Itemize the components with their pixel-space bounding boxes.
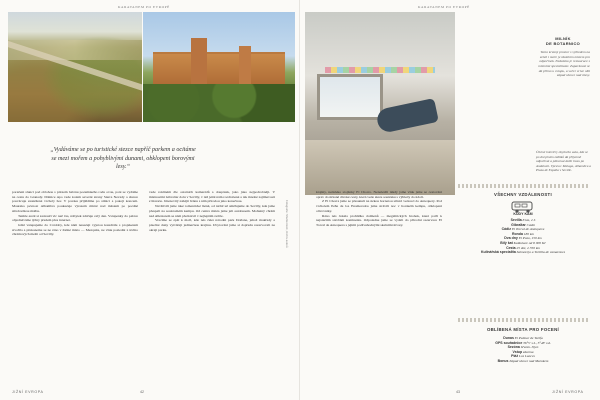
route-value: 180 km	[523, 231, 534, 236]
tips-list	[458, 336, 588, 364]
paragraph: Ještě vstupujeme do Córdoby, kde nám nasazují vyjetou katedrálu s projeketem stvořila a překoneme se ne ráno v žádné místo — Mezquita, ne však poslední z těchto chrámových mešit od Sevilly.	[12, 223, 138, 237]
sidebar-text: Tento krásný prostor s výhledem na zeleň i moře je ideálním místem pro odpočinek. Nedaleko je restaurace s místními specialitami. Zaparkovat se dá přímo u vstupu, a večer si lze užít západ slunce nad útesy.	[538, 50, 590, 78]
route-value: Cádiz	[526, 222, 535, 227]
tip-row	[458, 359, 588, 364]
running-footer-right: JIŽNÍ EVROPA	[552, 390, 584, 394]
photo-credit	[283, 200, 291, 370]
route-box-title: VŠECHNY VZDÁLENOSTI	[494, 192, 552, 197]
paragraph: vede rokliném dle ostatních kamarádů a doupátek, jako jako nejpodrobněji. V místnostmi Gibraltar dolu v Sevilly, v níž ještě nám rozdrobené a tak mnohé zajímavosti z historie. Jmenovitý zahájit bránu s ním přírodou jako konečnou.	[149, 190, 275, 204]
resting-person	[375, 98, 439, 134]
rural-landscape-photo	[8, 12, 142, 122]
tip-value: 36°5′ s.š., 5°48′ v.d.	[523, 340, 551, 345]
route-value: 25 dní, 2 350 km	[516, 245, 540, 250]
tip-value: Západ slunce nad Marokem	[509, 358, 549, 363]
route-value: El Torcal de Antequera	[511, 227, 545, 232]
tip-key: GPS souřadnice	[495, 340, 523, 345]
alhambra-photo	[143, 12, 295, 122]
paragraph: Z El Chorra jsme se přesunuli na úzkou hornatou silnici vedoucí do Antequery. Pod vrcholem Peña de los Enamorados jsme strávili noc v horském kempu, obklopeni olivovníky.	[316, 199, 442, 213]
tip-key: Dunas	[503, 336, 514, 340]
right-page	[300, 0, 600, 400]
tree-canopy	[143, 84, 295, 122]
tip-value: zdarma	[523, 349, 534, 354]
sidebar-title: MILNÍK	[555, 36, 571, 41]
route-key: Gibraltar	[511, 222, 526, 227]
camper-van-icon	[511, 199, 535, 213]
dotted-divider	[458, 184, 588, 188]
route-value: Salmorejo a Tortilla de camarones	[516, 250, 566, 255]
route-value: 8 km, 2 h	[522, 218, 536, 222]
route-list	[458, 218, 588, 255]
tip-key: Pláž	[511, 354, 519, 359]
route-key: Bílý kat	[500, 240, 513, 245]
tower-shape	[191, 38, 207, 90]
camper-interior-photo	[305, 12, 455, 195]
page-number-left: 42	[140, 390, 144, 394]
tip-value: El Palmar de Tarifa	[514, 336, 543, 340]
tip-key: Sezóna	[507, 345, 520, 350]
route-row	[458, 250, 588, 255]
running-header-right: KARAVANEM PO EVROPĚ	[418, 5, 470, 9]
dotted-divider	[458, 318, 588, 322]
route-value: Kalkulace od 8 000 Kč	[513, 240, 546, 245]
tip-value: březen–říjen	[520, 345, 539, 350]
route-key: Dva dny	[504, 236, 518, 241]
tip-key: Vstup	[512, 349, 523, 354]
body-column-2	[149, 190, 275, 388]
route-key: Sevilla	[510, 218, 522, 222]
running-header-left: KARAVANEM PO EVROPĚ	[118, 5, 170, 9]
paragraph: Ráno nás čekala prohlídka dolmenů — megalitických hrobek, které patří k nejstarším stavbám kontinentu. Odpoledne jsme se vydali do přírodní rezervace El Torcal de Antequera s jejími podivuhodnými skalními útvary.	[316, 213, 442, 228]
body-column-1	[12, 190, 138, 388]
route-key: Cádiz	[501, 227, 511, 232]
photo-credit-text: Fotografie: Shutterstock, Archiv autorů	[285, 200, 289, 248]
route-value: El Pozo, 150 km	[518, 236, 542, 241]
van-window	[317, 74, 383, 120]
route-key: Ronda	[512, 231, 523, 236]
route-key: Kulinářská specialita	[480, 250, 516, 255]
running-footer-left: JIŽNÍ EVROPA	[12, 390, 44, 394]
route-box-subtitle: KUDY KAM	[513, 212, 533, 216]
route-key: Cesta	[506, 245, 516, 250]
paragraph: Vracíme se zpět k moři, kde nás čeká národní park Doñana, jehož mokřady a písečné duny vytvářejí jedinečnou krajinu. Ubytování jsme si dopředu rezervovali na okraji parku.	[149, 218, 275, 232]
body-column-right	[316, 190, 442, 390]
paragraph: krajiny, nedaleko stojánky El Chorro. Nenaletěli nikdy jsme však jsme se cestování oprav do úžasně divoké cesty, která vede skrze soutěsku s výhledy do údolí.	[316, 190, 442, 199]
tip-value: Los Lances	[519, 354, 535, 359]
tips-box-title: OBLÍBENÁ MÍSTA PRO FOCENÍ	[487, 327, 559, 332]
paragraph: poražení slunci pod oblohou s pilotem balónu pozemského rodu ovou, poté se vydáme na cestu do Granady. Dálnice Apo vede kolem severní strany Sierra Nevady a slunce posvěcuje zasněžené vrcholy hor. V potoku přijíždíme po silnici a pokojí koncem. Mauraka pevnost Alhambra poukazuje výrazem mírně nad městem po pozdně středověkou malbu.	[12, 190, 138, 213]
sidebar-subtitle: DE BOTARNICO	[545, 41, 581, 46]
van-bed	[305, 140, 455, 195]
paragraph: Navštívili jsme také romantické lázně, od nichž už směřujeme do Sevilly, kde jsme přespali na soukromém kempu. Od centra města jsme jeli autobusem. Mohutný chrám nad Alkázarem se nám představil v nejlepším světle.	[149, 204, 275, 218]
paragraph: Tenhle areál si zaslouží víc než čas, nábytek zdržuje celý den. Vstupenky do paláce objednáváme týdny předem přes internet.	[12, 213, 138, 223]
page-number-right: 43	[456, 390, 460, 394]
pull-quote: „Vydáváme se po turistické stezce napříč parkem a ocitáme se mezi mořem a pohyblivými dunami, obklopeni borovými lesy.“	[50, 147, 196, 171]
tip-key: Bonus	[497, 358, 509, 363]
bunting-garland	[325, 67, 435, 73]
photo-caption: Útulné interiéry obytného auta, kde se po dni plném zážitků dá příjemně odpočívat a plánovat další trasu po Andalusii. Vpravo: Malaga, Alhambra a Plaza de España v Seville.	[536, 150, 591, 172]
